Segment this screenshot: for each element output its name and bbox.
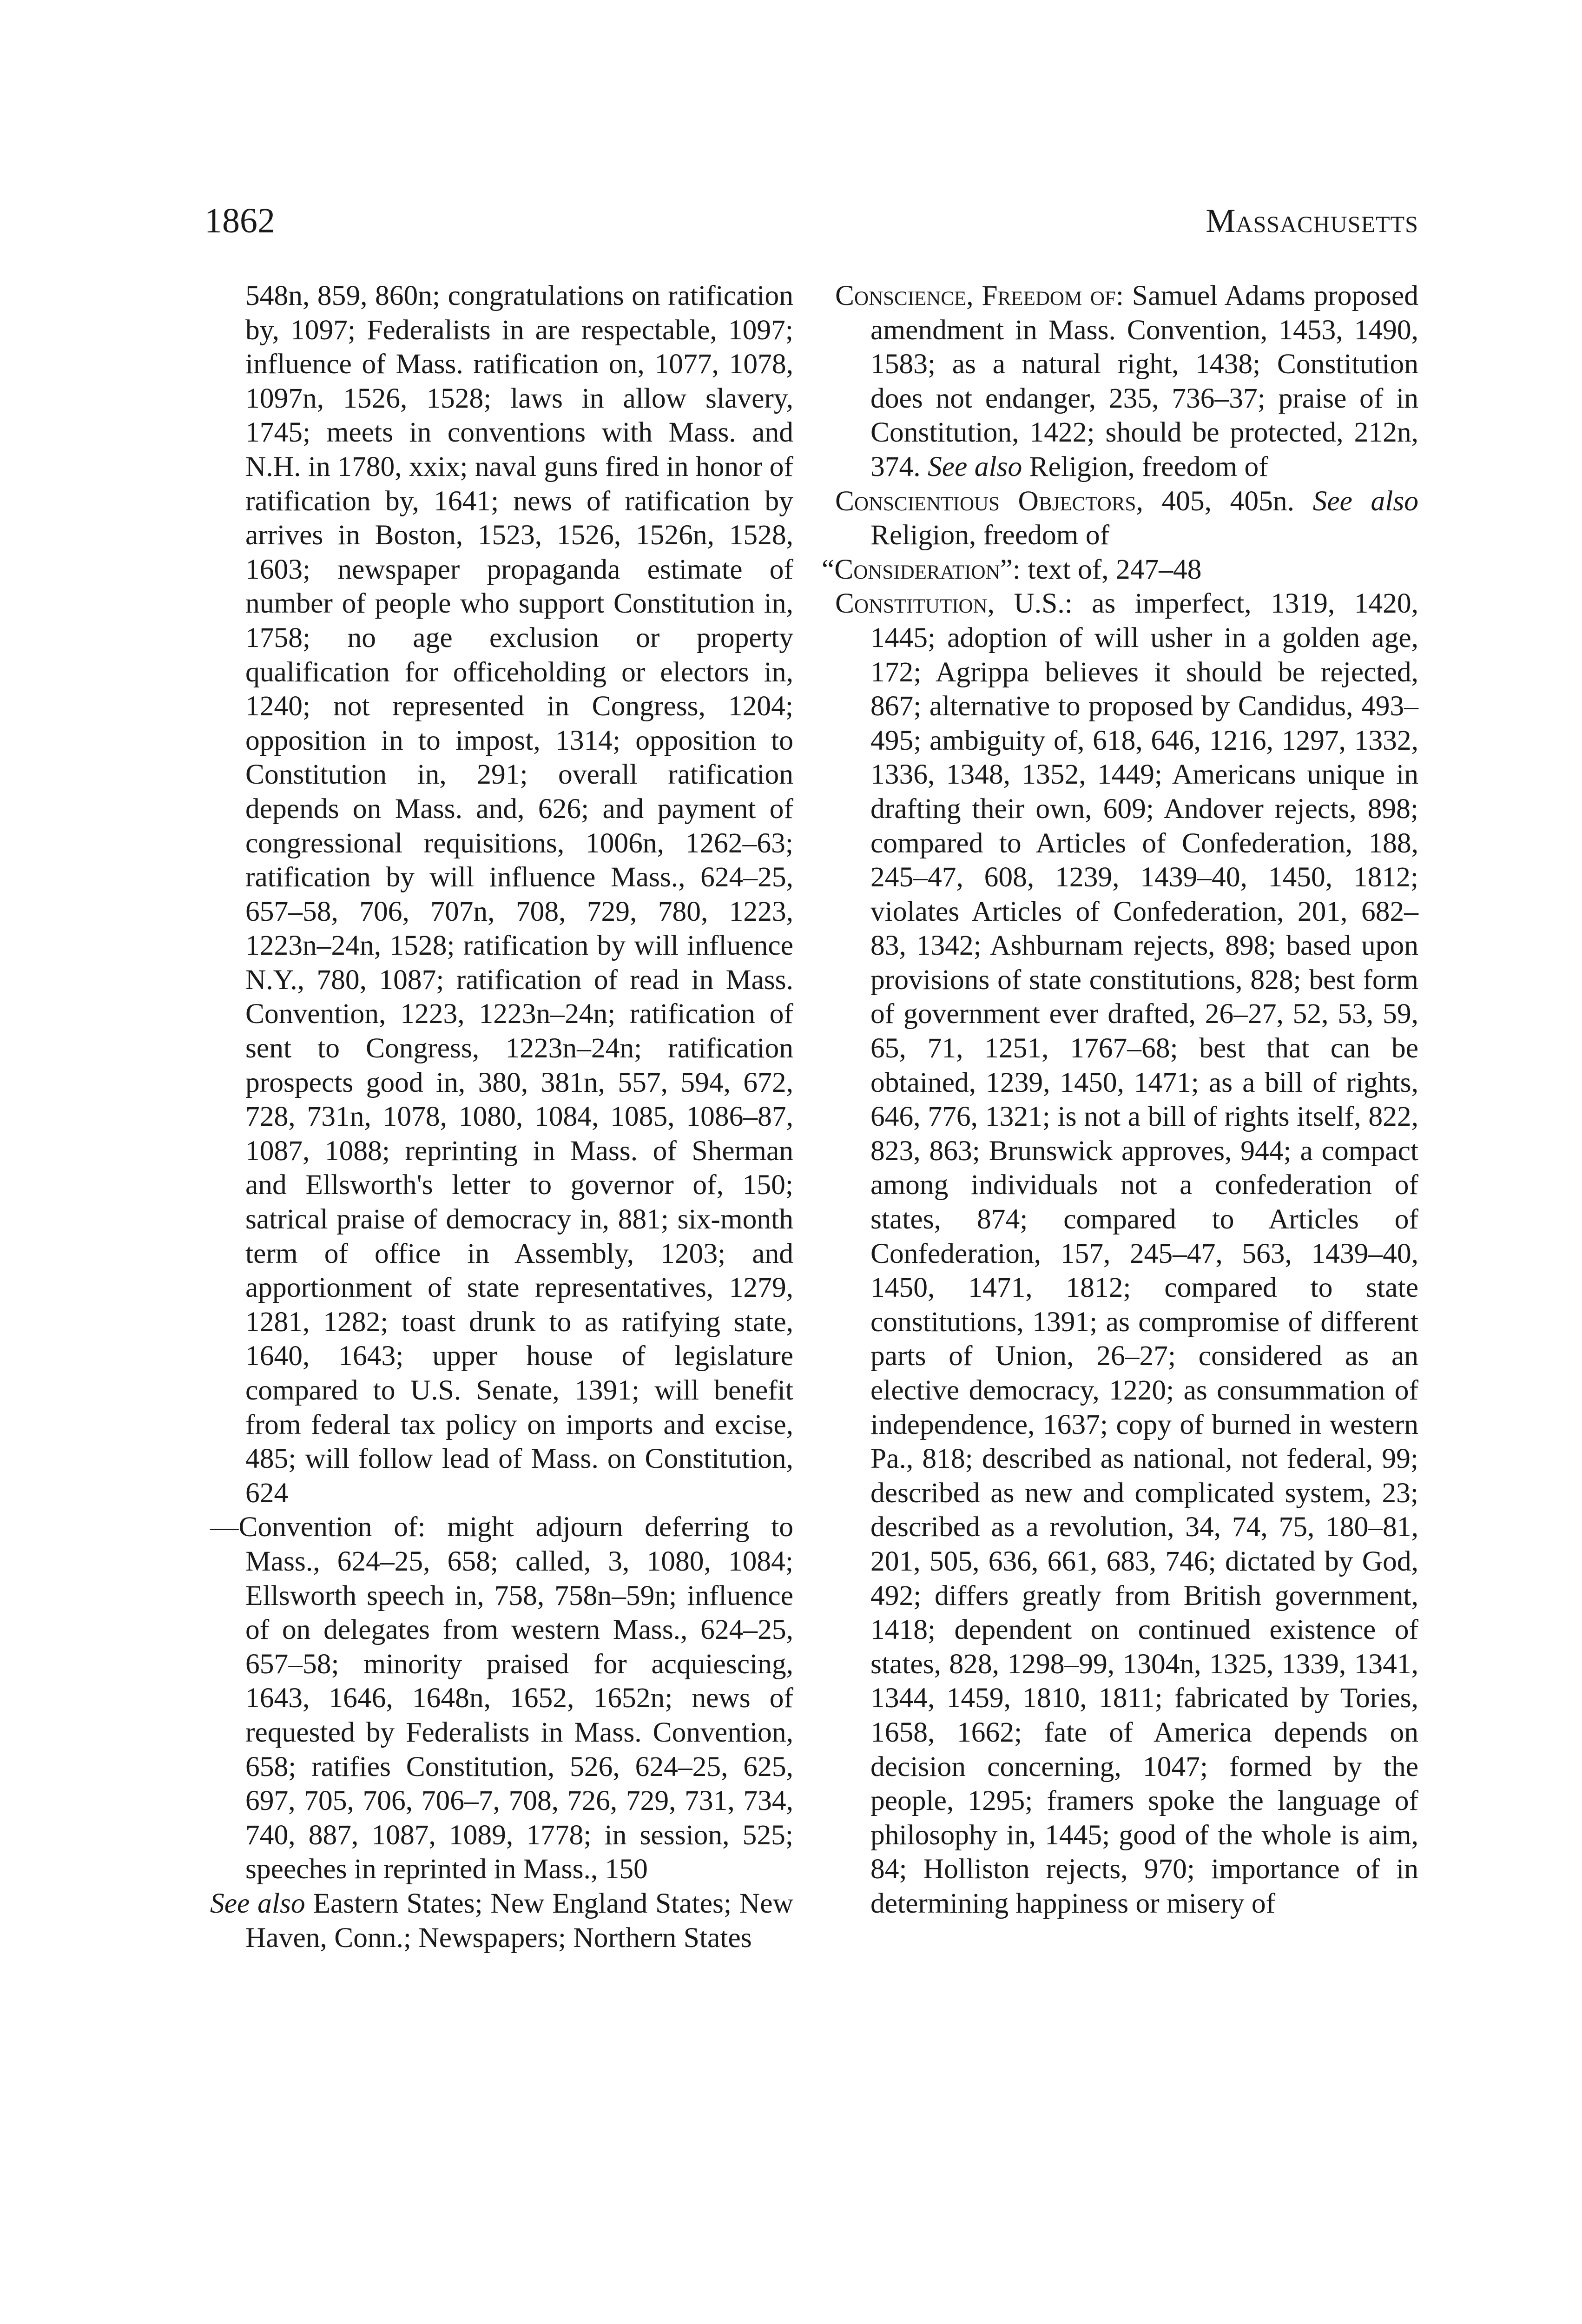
see-also-text: Eastern States; New England States; New Haven, Conn.; Newspapers; Northern States (245, 1887, 793, 1954)
see-also-label: See also (1312, 485, 1418, 517)
left-column (210, 279, 793, 1955)
see-also-text: Religion, freedom of (1029, 450, 1268, 482)
running-title: Massachusetts (1206, 202, 1418, 239)
entry-body: as imperfect, 1319, 1420, 1445; adoption of will usher in a golden age, 172; Agrippa believes it should be rejected, 867; alternative to proposed by Candidus, 493–495; ambiguity of, 618, 646, 1216, 1297, 1332, 1336, 1348, 1352, 1449; Americans unique in drafting their own, 609; Andover rejects, 898; compared to Articles of Confederation, 188, 245–47, 608, 1239, 1439–40, 1450, 1812; violates Articles of Confederation, 201, 682–83, 1342; Ashburnam rejects, 898; based upon provisions of state constitutions, 828; best form of government ever drafted, 26–27, 52, 53, 59, 65, 71, 1251, 1767–68; best that can be obtained, 1239, 1450, 1471; as a bill of rights, 646, 776, 1321; is not a bill of rights itself, 822, 823, 863; Brunswick approves, 944; a compact among individuals not a confederation of states, 874; compared to Articles of Confederation, 157, 245–47, 563, 1439–40, 1450, 1471, 1812; compared to state constitutions, 1391; as compromise of different parts of Union, 26–27; considered as an elective democracy, 1220; as consummation of independence, 1637; copy of burned in western Pa., 818; described as national, not federal, 99; described as new and complicated system, 23; described as a revolution, 34, 74, 75, 180–81, 201, 505, 636, 661, 683, 746; dictated by God, 492; differs greatly from British government, 1418; dependent on continued existence of states, 828, 1298–99, 1304n, 1325, 1339, 1341, 1344, 1459, 1810, 1811; fabricated by Tories, 1658, 1662; fate of America depends on decision concerning, 1047; formed by the people, 1295; framers spoke the language of philosophy in, 1445; good of the whole is aim, 84; Holliston rejects, 970; importance of in determining happiness or misery of (870, 588, 1418, 1919)
entry-heading: Conscientious Objectors, (835, 485, 1143, 517)
entry-body: Samuel Adams proposed amendment in Mass. Convention, 1453, 1490, 1583; as a natural right, 1438; Constitution does not endanger, 235, 736–37; praise of in Constitution, 1422; should be protected, 212n, 374. (870, 280, 1418, 482)
index-see-also (210, 1887, 793, 1955)
see-also-label: See also (928, 450, 1022, 482)
index-entry-constitution-us (835, 587, 1418, 1921)
entry-body: 548n, 859, 860n; congratulations on ratification by, 1097; Federalists in are respectable, 1097; influence of Mass. ratification on, 1077, 1078, 1097n, 1526, 1528; laws in allow slavery, 1745; meets in conventions with Mass. and N.H. in 1780, xxix; naval guns fired in honor of ratification by, 1641; news of ratification by arrives in Boston, 1523, 1526, 1526n, 1528, 1603; newspaper propaganda estimate of number of people who support Constitution in, 1758; no age exclusion or property qualification for officeholding or electors in, 1240; not represented in Congress, 1204; opposition in to impost, 1314; opposition to Constitution in, 291; overall ratification depends on Mass. and, 626; and payment of congressional requisitions, 1006n, 1262–63; ratification by will influence Mass., 624–25, 657–58, 706, 707n, 708, 729, 780, 1223, 1223n–24n, 1528; ratification by will influence N.Y., 780, 1087; ratification of read in Mass. Convention, 1223, 1223n–24n; ratification of sent to Congress, 1223n–24n; ratification prospects good in, 380, 381n, 557, 594, 672, 728, 731n, 1078, 1080, 1084, 1085, 1086–87, 1087, 1088; reprinting in Mass. of Sherman and Ellsworth's letter to governor of, 150; satrical praise of democracy in, 881; six-month term of office in Assembly, 1203; and apportionment of state representatives, 1279, 1281, 1282; toast drunk to as ratifying state, 1640, 1643; upper house of legislature compared to U.S. Senate, 1391; will benefit from federal tax policy on imports and excise, 485; will follow lead of Mass. on Constitution, 624 (245, 280, 793, 1509)
entry-body: text of, 247–48 (1028, 553, 1202, 585)
entry-heading: Constitution, U.S.: (835, 588, 1073, 620)
see-also-label: See also (210, 1887, 305, 1919)
index-entry-conscience (835, 279, 1418, 484)
entry-body: 405, 405n. (1161, 485, 1294, 517)
entry-heading: Conscience, Freedom of: (835, 280, 1124, 311)
index-entry-continuation (210, 279, 793, 1510)
index-entry-conscientious-objectors (835, 484, 1418, 553)
entry-heading: “Consideration”: (822, 553, 1021, 585)
right-column (822, 279, 1418, 1921)
subentry-body: —Convention of: might adjourn deferring to Mass., 624–25, 658; called, 3, 1080, 1084; Ellsworth speech in, 758, 758n–59n; influence of on delegates from western Mass., 624–25, 657–58; minority praised for acquiescing, 1643, 1646, 1648n, 1652, 1652n; news of requested by Federalists in Mass. Convention, 658; ratifies Constitution, 526, 624–25, 625, 697, 705, 706, 706–7, 708, 726, 729, 731, 734, 740, 887, 1087, 1089, 1778; in session, 525; speeches in reprinted in Mass., 150 (210, 1511, 793, 1885)
see-also-text: Religion, freedom of (870, 519, 1110, 551)
page-number: 1862 (204, 201, 275, 240)
index-subentry-convention (210, 1510, 793, 1887)
index-entry-consideration (822, 553, 1418, 587)
